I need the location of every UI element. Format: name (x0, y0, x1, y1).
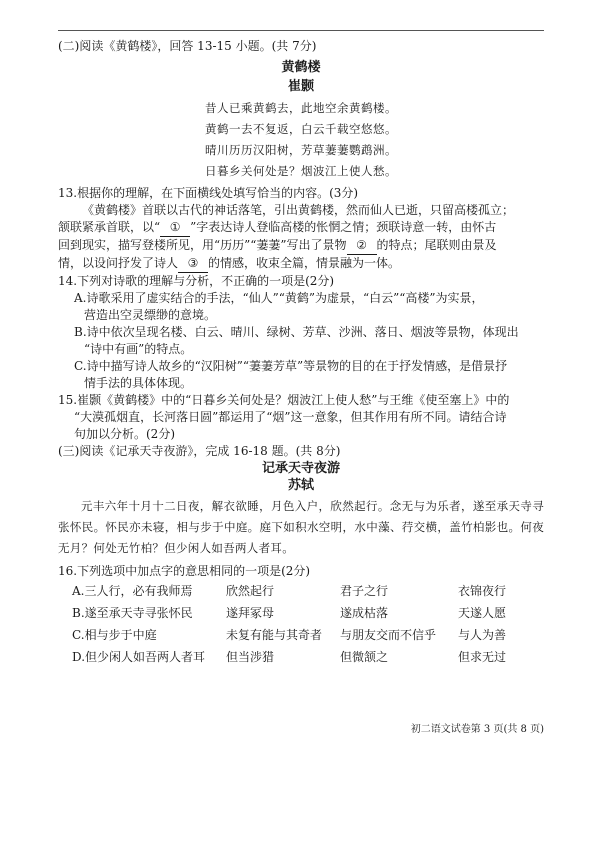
q13-text: ”字表达诗人登临高楼的怅惘之情；颈联诗意一转，由怀古 (190, 220, 497, 234)
section2-header: (二)阅读《黄鹤楼》，回答 13-15 小题。(共 7分) (58, 39, 317, 53)
q16-choice: 遂成枯落 (340, 605, 389, 620)
q16-choice: 与朋友交而不信乎 (340, 627, 437, 642)
q13-text: 的情感，收束全篇，情景融为一体。 (208, 256, 401, 270)
q16-option-b: B.遂至承天寺寻张怀民 (72, 605, 193, 620)
poem-body (58, 98, 544, 182)
poem-author: 崔颢 (287, 79, 314, 94)
q13-stem: 13.根据你的理解，在下面横线处填写恰当的内容。(3分) (58, 186, 359, 200)
q14-option-a-cont: 营造出空灵缥缈的意境。 (84, 308, 217, 322)
q13-line (58, 237, 544, 255)
q16-option-row (58, 580, 544, 602)
q16-option-a: A.三人行，必有我师焉 (72, 583, 193, 598)
q14-option-c: C.诗中描写诗人故乡的“汉阳树”“萋萋芳草”等景物的目的在于抒发情感，是借景抒 (74, 359, 508, 373)
answer-blank-2[interactable]: ② (347, 237, 377, 255)
q14-option-b-cont: “诗中有画”的特点。 (84, 342, 193, 356)
q14-option-b: B.诗中依次呈现名楼、白云、晴川、绿树、芳草、沙洲、落日、烟波等景物，体现出 (74, 325, 519, 339)
page-footer: 初二语文试卷第 3 页(共 8 页) (410, 724, 544, 735)
q16-option-row (58, 624, 544, 646)
q16-choice: 但求无过 (458, 649, 507, 664)
q16-choice: 但微颔之 (340, 649, 389, 664)
poem-line: 黄鹤一去不复返，白云千载空悠悠。 (205, 122, 397, 136)
q13-text: 回到现实，描写登楼所见，用“历历”“萋萋”写出了景物 (58, 238, 347, 252)
answer-blank-1[interactable]: ① (160, 219, 190, 237)
q13-line: 《黄鹤楼》首联以古代的神话落笔，引出黄鹤楼，然而仙人已逝，只留高楼孤立； (82, 203, 515, 217)
q13-text: 的特点；尾联则由景及 (376, 238, 497, 252)
q14-option-c-cont: 情手法的具体体现。 (84, 376, 193, 390)
q16-options (58, 580, 544, 668)
q15-line: 15.崔颢《黄鹤楼》中的“日暮乡关何处是？烟波江上使人愁”与王维《使至塞上》中的 (58, 393, 510, 407)
q16-choice: 君子之行 (340, 583, 389, 598)
q13-text: 颔联紧承首联，以“ (58, 220, 161, 234)
q16-choice: 欣然起行 (226, 583, 275, 598)
q16-option-c: C.相与步于中庭 (72, 627, 157, 642)
q14-option-a: A.诗歌采用了虚实结合的手法，“仙人”“黄鹤”为虚景，“白云”“高楼”为实景， (74, 291, 484, 305)
poem-title: 黄鹤楼 (281, 60, 321, 75)
prose-text: 元丰六年十月十二日夜，解衣欲睡，月色入户，欣然起行。念无与为乐者，遂至承天寺寻张怀民。怀民亦未寝，相与步于中庭。庭下如积水空明，水中藻、荇交横，盖竹柏影也。何夜无月？何处无竹柏？但少闲人如吾两人者耳。 (58, 499, 544, 555)
q16-choice: 遂拜冢母 (226, 605, 275, 620)
q16-choice: 与人为善 (458, 627, 507, 642)
q13-line (58, 255, 544, 273)
q13-text: 情，以设问抒发了诗人 (58, 256, 179, 270)
q15-line: 句加以分析。(2分) (74, 427, 175, 441)
header-rule (58, 30, 544, 31)
q16-option-d: D.但少闲人如吾两人者耳 (72, 649, 206, 664)
q16-choice: 天遂人愿 (458, 605, 507, 620)
q16-option-row (58, 602, 544, 624)
q16-option-row (58, 646, 544, 668)
poem-line: 晴川历历汉阳树，芳草萋萋鹦鹉洲。 (205, 143, 397, 157)
q16-choice: 衣锦夜行 (458, 583, 507, 598)
q16-stem: 16.下列选项中加点字的意思相同的一项是(2分) (58, 564, 311, 578)
q15-line: “大漠孤烟直，长河落日圆”都运用了“烟”这一意象，但其作用有所不同。请结合诗 (74, 410, 507, 424)
q14-stem: 14.下列对诗歌的理解与分析，不正确的一项是(2分) (58, 274, 335, 288)
q16-choice: 但当涉猎 (226, 649, 275, 664)
prose-title: 记承天寺夜游 (261, 461, 340, 476)
poem-line: 日暮乡关何处是？烟波江上使人愁。 (205, 164, 397, 178)
exam-page (58, 38, 544, 668)
prose-author: 苏轼 (287, 478, 314, 493)
q13-line (58, 219, 544, 237)
q16-choice: 未复有能与其奇者 (226, 627, 323, 642)
poem-line: 昔人已乘黄鹤去，此地空余黄鹤楼。 (205, 101, 397, 115)
answer-blank-3[interactable]: ③ (178, 255, 208, 273)
section3-header: (三)阅读《记承天寺夜游》，完成 16-18 题。(共 8分) (58, 444, 341, 458)
